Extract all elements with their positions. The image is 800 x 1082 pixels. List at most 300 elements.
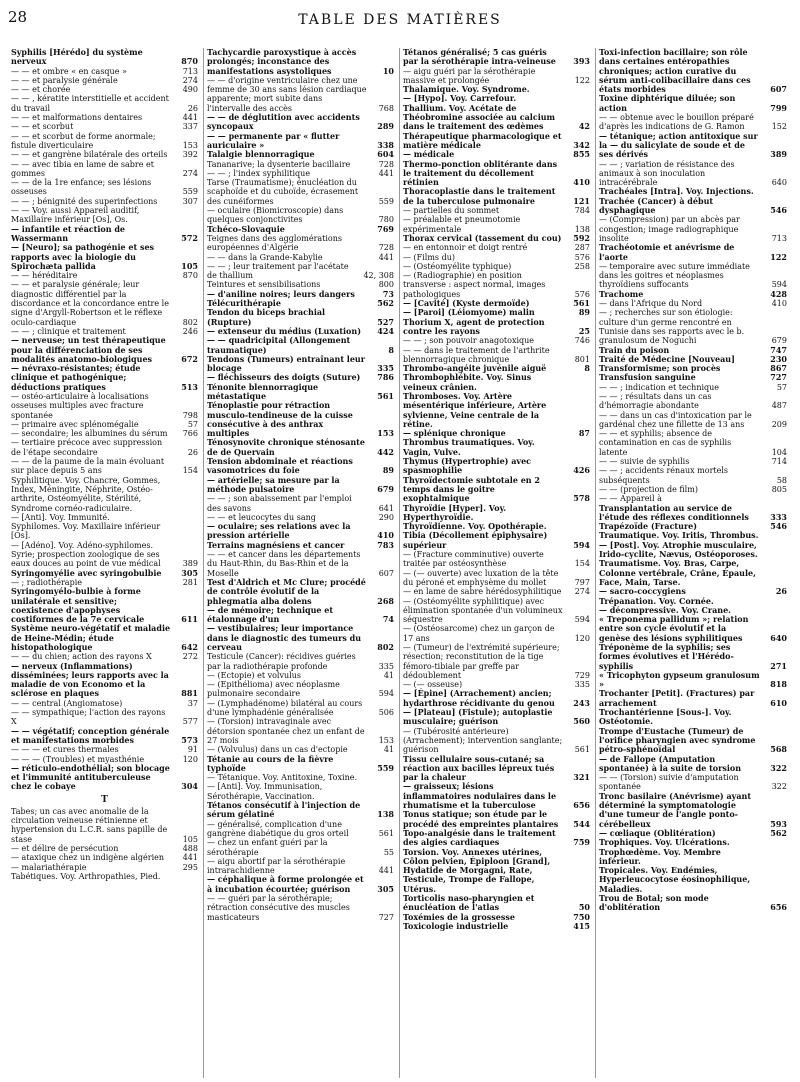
entry-page: 42	[578, 121, 590, 132]
entry-text: Trachome	[599, 288, 644, 299]
entry-page: 561	[378, 828, 394, 838]
index-entry	[207, 401, 394, 438]
entry-page: 87	[578, 428, 590, 439]
entry-page: 424	[377, 325, 394, 336]
entry-text: Syphilitique. Voy. Chancre, Gommes, Index, Méningite, Néphrite, Ostéo-arthrite, Ostéomyélite, Stérilité, Syndrome cornéo-radiculaire.	[11, 475, 161, 513]
entry-text: — [Paroi] (Léiomyome) malin	[403, 307, 535, 318]
entry-text: Traumatisme. Voy. Bras, Carpe, Colonne vertébrale, Crâne, Épaule, Face, Main, Tarse.	[599, 558, 756, 587]
entry-page: 410	[771, 299, 787, 309]
index-entry	[207, 652, 394, 671]
index-entry	[403, 132, 590, 151]
index-entry	[599, 411, 787, 430]
index-entry	[599, 262, 787, 290]
index-entry	[403, 755, 590, 783]
index-entry	[11, 764, 198, 792]
entry-page: 104	[771, 447, 787, 457]
entry-page: 55	[383, 847, 394, 857]
entry-text: — — ; son abaissement par l'emploi des savons	[207, 494, 352, 513]
entry-text: Tchéco-Slovaquie	[207, 223, 285, 234]
entry-text: Tissu cellulaire sous-cutané; sa réaction aux bacilles lépreux tués par la chaleur	[403, 753, 555, 783]
entry-text: — (Torsion) intravaginale avec détorsion spontanée chez un enfant de 27 mois	[207, 717, 365, 745]
entry-text: Trophœdème. Voy. Membre inférieur.	[599, 846, 721, 866]
entry-page: 271	[770, 660, 787, 671]
entry-page: 750	[573, 911, 590, 922]
entry-text: — fléchisseurs des doigts (Suture)	[207, 372, 361, 383]
index-entry	[403, 373, 590, 392]
entry-text: — secondaire; les albumines du sérum	[11, 429, 168, 439]
index-column-4	[596, 48, 792, 1078]
index-entry	[11, 420, 198, 429]
index-entry	[403, 782, 590, 810]
entry-text: — réticulo-endothélial; son blocage et l'immunité antituberculeuse chez le cobaye	[11, 762, 170, 792]
entry-text: — en entonnoir et doigt rentré	[403, 243, 528, 253]
entry-page: 562	[770, 827, 787, 838]
entry-page: 153	[378, 735, 394, 745]
entry-text: — temporaire avec suture immédiate dans les goitres et néoplasmes thyroïdiens suffocants	[599, 261, 750, 290]
index-entry	[207, 76, 394, 113]
index-entry	[599, 541, 787, 560]
entry-page: 410	[377, 530, 394, 541]
entry-text: Trachéales [Intra]. Voy. Injections.	[599, 186, 754, 197]
index-entry	[11, 160, 198, 179]
entry-page: 105	[181, 260, 198, 271]
index-entry	[11, 438, 198, 457]
entry-text: — — et paralysie générale; leur diagnostic différentiel par la discordance et la concordance entre le signe d'Argyll-Robertson et le réflexe oculo-cardiaque	[11, 280, 169, 327]
entry-page: 152	[771, 122, 787, 132]
entry-text: — — ; indication et technique	[599, 382, 720, 392]
entry-page: 338	[377, 139, 394, 150]
entry-text: — — permanente par « flutter auriculaire »	[207, 130, 340, 150]
entry-page: 728	[378, 243, 394, 253]
entry-page: 138	[574, 224, 590, 234]
index-entry	[11, 113, 198, 122]
index-entry	[207, 820, 394, 839]
entry-page: 577	[182, 717, 198, 727]
entry-page: 335	[377, 363, 394, 374]
entry-text: — — Appareil à	[599, 494, 662, 504]
index-column-2	[204, 48, 400, 1078]
entry-text: — — ; leur traitement par l'acétate de thallium	[207, 261, 349, 281]
entry-page: 274	[182, 75, 198, 85]
entry-text: Thromboses. Voy. Artère mésentérique inférieure, Artère sylvienne, Veine centrale de la rétine.	[403, 390, 547, 429]
entry-text: Test d'Aldrich et Mc Clure; procédé de contrôle évolutif de la phlegmatia alba dolens	[207, 576, 366, 606]
entry-page: 154	[574, 559, 590, 569]
entry-page: 607	[378, 568, 394, 578]
entry-page: 560	[573, 716, 590, 727]
entry-page: 305	[377, 883, 394, 894]
entry-page: 441	[378, 252, 394, 262]
entry-page: 153	[377, 428, 394, 439]
entry-text: Topo-analgésie dans le traitement des algies cardiaques	[403, 827, 556, 848]
entry-text: Thorax cervical (tassement du cou)	[403, 232, 562, 243]
entry-text: — — ; son pouvoir anagotoxique	[403, 336, 535, 346]
entry-page: 274	[182, 168, 198, 178]
entry-text: Tétanos consécutif à l'injection de sérum gélatiné	[207, 800, 361, 820]
entry-page: 679	[377, 483, 394, 494]
index-entry	[403, 727, 590, 755]
index-entry	[207, 755, 394, 774]
entry-page: 527	[377, 316, 394, 327]
entry-text: — dans l'Afrique du Nord	[599, 299, 703, 309]
entry-page: 281	[182, 577, 198, 587]
entry-page: 610	[770, 697, 787, 708]
entry-text: Thallium. Voy. Acétate de	[403, 102, 517, 113]
entry-text: — partielles du sommet	[403, 206, 500, 216]
index-entry	[207, 457, 394, 476]
entry-page: 562	[377, 298, 394, 309]
entry-text: — — dans un cas d'intoxication par le gardénal chez une fillette de 13 ans	[599, 410, 752, 429]
index-entry	[207, 113, 394, 132]
entry-page: 714	[771, 457, 787, 467]
entry-page: 121	[573, 195, 590, 206]
entry-text: — (Compression) par un abcès par congestion; image radiographique insolite	[599, 215, 740, 243]
index-entry	[207, 680, 394, 699]
entry-text: Thorium X, agent de protection contre les rayons	[403, 316, 545, 336]
entry-text: Trochantérienne [Sous-]. Voy. Ostéotomie.	[599, 707, 732, 727]
page-number: 28	[8, 8, 28, 26]
entry-text: Trou de Botal; son mode d'oblitération	[599, 893, 709, 913]
entry-page: 746	[574, 336, 590, 346]
index-entry	[599, 48, 787, 94]
index-entry	[11, 67, 198, 76]
entry-text: Transformisme; son procès	[599, 363, 721, 374]
entry-page: 759	[573, 837, 590, 848]
index-entry	[403, 206, 590, 215]
section-letter: T	[101, 794, 108, 805]
index-entry	[11, 569, 198, 578]
index-entry	[11, 122, 198, 131]
entry-text: — oculaire (Biomicroscopie) dans quelques conjonctivites	[207, 206, 344, 225]
entry-text: Traumatique. Voy. Iritis, Thrombus.	[599, 530, 759, 541]
entry-text: — [Hypo]. Voy. Carrefour.	[403, 93, 517, 104]
entry-text: — (Fracture comminutive) ouverte traitée par ostéosynthèse	[403, 550, 544, 569]
entry-text: Teintures et sensibilisations	[207, 280, 321, 290]
entry-text: Tronc basilaire (Anévrisme) ayant déterminé la symptomatologie d'une tumeur de l'angle ponto-cérébelleux	[599, 790, 752, 829]
entry-text: — [Neuro]; sa pathogénie et ses rapports avec la biologie du Spirochæta pallida	[11, 242, 155, 271]
entry-text: Tréponème de la syphilis; ses formes évolutives et l'Hérédo-syphilis	[599, 642, 734, 671]
entry-text: — artérielle; sa mesure par la méthode pulsatoire	[207, 474, 340, 494]
index-entry	[11, 863, 198, 872]
entry-text: — tertiaire précoce avec suppression de l'étape secondaire	[11, 438, 163, 457]
index-entry	[207, 48, 394, 76]
index-entry	[599, 485, 787, 494]
entry-text: « Treponema pallidum »; relation entre son cycle évolutif et la genèse des lésions syphilitiques	[599, 614, 749, 643]
entry-text: Thermo-ponction oblitérante dans le traitement du décollement rétinien	[403, 158, 558, 188]
entry-text: Trachéotomie et anévrisme de l'aorte	[599, 242, 735, 262]
entry-page: 26	[775, 586, 787, 597]
entry-page: 642	[181, 642, 198, 652]
index-entry	[11, 457, 198, 476]
entry-page: 568	[770, 744, 787, 755]
entry-page: 786	[377, 372, 394, 383]
index-entry	[599, 615, 787, 643]
entry-page: 122	[770, 251, 787, 262]
entry-text: Thérapeutique pharmacologique et matière médicale	[403, 130, 562, 150]
entry-page: 122	[574, 75, 590, 85]
index-columns	[8, 48, 792, 1078]
entry-page: 393	[573, 56, 590, 67]
entry-text: Tendon du biceps brachial (Rupture)	[207, 307, 326, 327]
index-entry	[207, 178, 394, 206]
entry-page: 818	[770, 679, 787, 690]
entry-text: — d'aniline noires; leurs dangers	[207, 288, 355, 299]
entry-page: 41	[383, 670, 394, 680]
entry-page: 656	[770, 902, 787, 913]
entry-text: — de mémoire; technique et étalonnage d'un	[207, 604, 334, 625]
entry-page: 37	[187, 698, 198, 708]
entry-page: 307	[182, 196, 198, 206]
entry-text: — — ; bénignité des superinfections	[11, 196, 158, 206]
entry-text: — — de déglutition avec accidents syncopaux	[207, 112, 360, 132]
entry-text: Testicule (Cancer): récidives guéries par la radiothérapie profonde	[207, 652, 356, 671]
entry-page: 120	[182, 754, 198, 764]
entry-text: — malariathérapie	[11, 862, 87, 872]
entry-page: 295	[182, 862, 198, 872]
entry-page: 784	[574, 206, 590, 216]
entry-page: 561	[573, 298, 590, 309]
entry-page: 58	[776, 475, 787, 485]
index-entry	[11, 225, 198, 244]
index-entry	[207, 541, 394, 550]
index-entry	[11, 550, 198, 569]
entry-page: 333	[770, 511, 787, 522]
entry-page: 389	[182, 559, 198, 569]
entry-text: — splénique chronique	[403, 428, 506, 439]
entry-text: — — et gangrène bilatérale des orteils	[11, 150, 168, 160]
entry-text: Terrains magnésiens et cancer	[207, 539, 345, 550]
index-entry	[11, 76, 198, 85]
index-entry	[599, 773, 787, 792]
entry-page: 747	[770, 344, 787, 355]
entry-page: 546	[770, 205, 787, 216]
index-entry	[207, 699, 394, 718]
index-entry	[599, 559, 787, 587]
entry-page: 272	[182, 652, 198, 662]
entry-text: Théobromine associée au calcium dans le traitement des œdèmes	[403, 112, 556, 132]
index-entry	[207, 160, 394, 169]
entry-text: — — ; résultats dans un cas d'hémorragie abondante	[599, 391, 712, 411]
index-entry	[599, 643, 787, 671]
entry-page: 392	[182, 150, 198, 160]
index-entry	[207, 438, 394, 457]
entry-page: 766	[182, 429, 198, 439]
entry-page: 679	[771, 336, 787, 346]
entry-page: 441	[182, 113, 198, 123]
index-entry	[403, 597, 590, 625]
entry-text: — névraxo-résistantes; étude clinique et pathogénique; déductions pratiques	[11, 363, 141, 392]
entry-text: Toxi-infection bacillaire; son rôle dans certaines entéropathies chroniques; action curative du sérum anti-colibacillaire dans ces états morbides	[599, 48, 751, 95]
entry-text: Tonus statique; son étude par le procédé des empreintes plantaires	[403, 809, 559, 829]
entry-text: — nerveux (Inflammations) disséminées; leurs rapports avec la maladie de von Economo et la sclérose en plaques	[11, 660, 169, 699]
entry-text: — — et leucocytes du sang	[207, 512, 316, 522]
entry-text: — nerveuse; un test thérapeutique pour la différenciation de ses modalités anatomo-biologiques	[11, 335, 166, 364]
entry-page: 594	[573, 539, 590, 550]
index-entry	[207, 169, 394, 178]
entry-text: Syringomyélo-bulbie à forme unilatérale et sensitive; coexistence d'apophyses costiformes de la 7e cervicale	[11, 586, 145, 625]
entry-page: 441	[378, 866, 394, 876]
entry-text: Thrombo-angéite juvénile aiguë	[403, 363, 547, 374]
entry-text: — vestibulaires; leur importance dans le diagnostic des tumeurs du cerveau	[207, 623, 362, 652]
index-entry	[599, 392, 787, 411]
entry-page: 727	[770, 372, 787, 383]
index-entry	[207, 522, 394, 541]
entry-text: Tibia (Décollement épiphysaire) supérieur	[403, 530, 548, 550]
entry-text: — (— ouverte) avec luxation de la tête du péroné et emphysème du mollet	[403, 568, 559, 587]
entry-page: 91	[187, 745, 198, 755]
index-entry	[599, 466, 787, 485]
index-entry	[207, 875, 394, 894]
index-entry	[599, 504, 787, 523]
index-entry	[599, 132, 787, 160]
entry-text: Thyroïdie [Hyper]. Voy. Hyperthyroïdie.	[403, 502, 507, 522]
index-entry	[403, 215, 590, 234]
entry-page: 594	[771, 280, 787, 290]
index-entry	[207, 253, 394, 262]
index-entry	[599, 373, 787, 382]
entry-page: 57	[776, 382, 787, 392]
entry-text: — en lame de sabre hérédosyphilitique	[403, 587, 562, 597]
index-entry	[207, 308, 394, 327]
entry-page: 289	[377, 121, 394, 132]
entry-text: Thyroïdienne. Voy. Opothérapie.	[403, 521, 547, 532]
index-column-3	[400, 48, 596, 1078]
entry-page: 154	[182, 466, 198, 476]
entry-text: — — et malformations dentaires	[11, 113, 143, 123]
entry-text: — aigu abortif par la sérothérapie intrarachidienne	[207, 856, 346, 876]
entry-text: — (Ostéomyélite typhique)	[403, 261, 512, 271]
index-entry	[11, 364, 198, 392]
index-entry	[11, 727, 198, 746]
entry-text: — décompressive. Voy. Crane.	[599, 604, 731, 615]
entry-text: Trophiques. Voy. Ulcérations.	[599, 837, 730, 848]
entry-page: 513	[181, 381, 198, 392]
index-entry	[207, 206, 394, 225]
index-entry	[403, 829, 590, 848]
entry-text: Ténonite blennorragique métastatique	[207, 381, 319, 401]
index-entry	[403, 271, 590, 299]
entry-text: — — central (Angiomatose)	[11, 698, 123, 708]
entry-text: — — ; variation de résistance des animaux à son inoculation intracérébrale	[599, 159, 735, 188]
index-entry	[11, 476, 198, 513]
entry-text: — — — (Troubles) et myasthénie	[11, 754, 145, 764]
entry-page: 442	[377, 446, 394, 457]
entry-text: « Tricophyton gypseum granulosum »	[599, 669, 760, 690]
index-entry	[599, 299, 787, 308]
entry-text: — sacro-coccygiens	[599, 586, 686, 597]
entry-page: 287	[574, 243, 590, 253]
entry-page: 290	[378, 512, 394, 522]
entry-text: — [Anti]. Voy. Immunisation, Sérothérapie, Vaccination.	[207, 782, 323, 801]
index-entry	[207, 494, 394, 513]
index-entry	[207, 801, 394, 820]
entry-page: 337	[182, 122, 198, 132]
index-entry	[11, 541, 198, 550]
entry-page: 268	[377, 595, 394, 606]
index-entry	[599, 671, 787, 690]
entry-text: — aigu guéri par la sérothérapie massive et prolongée	[403, 66, 536, 85]
index-entry	[11, 429, 198, 438]
entry-page: 488	[182, 843, 198, 853]
index-entry	[599, 160, 787, 188]
entry-page: 209	[771, 419, 787, 429]
entry-text: — (Ectopie) et volvulus	[207, 670, 301, 680]
index-entry	[403, 848, 590, 894]
entry-text: — — avec tibia en lame de sabre et gommes	[11, 159, 154, 178]
index-entry	[403, 243, 590, 252]
entry-page: 855	[573, 149, 590, 160]
entry-page: 230	[770, 353, 787, 364]
entry-page: 713	[182, 66, 198, 76]
index-entry	[207, 857, 394, 876]
entry-text: — — guéri par la sérothérapie; rétraction consécutive des muscles masticateurs	[207, 894, 350, 922]
entry-text: — — — et cures thermales	[11, 745, 119, 755]
entry-text: — (Tumeur) de l'extrémité supérieure; résection; reconstitution de la tige fémoro-tibiale par greffe par dédoublement	[403, 643, 560, 680]
entry-text: Tendons (Tumeurs) entraînant leur blocage	[207, 353, 365, 374]
entry-text: Syrie; prospection zoologique de ses eaux douces au point de vue médical	[11, 550, 161, 569]
index-entry	[403, 643, 590, 680]
entry-text: Thrombus traumatiques. Voy. Vagin, Vulve.	[403, 437, 535, 457]
entry-page: 506	[378, 708, 394, 718]
entry-text: — — d'origine ventriculaire chez une femme de 30 ans sans lésion cardiaque apparente; mort subite dans l'intervalle des accès	[207, 75, 367, 113]
entry-text: — — et paralysie générale	[11, 75, 118, 85]
entry-page: 26	[187, 103, 198, 113]
index-entry	[11, 271, 198, 280]
entry-page: 728	[378, 159, 394, 169]
entry-text: Toxicologie industrielle	[403, 920, 509, 931]
index-entry	[403, 318, 590, 337]
index-entry	[599, 215, 787, 243]
entry-page: 798	[182, 410, 198, 420]
index-entry	[207, 773, 394, 782]
entry-text: — — obtenue avec le bouillon préparé d'après les indications de G. Ramon	[599, 113, 754, 132]
entry-text: — (— osseuse)	[403, 680, 463, 690]
index-entry	[11, 807, 198, 844]
entry-text: — de Fallope (Amputation spontanée) à la suite de torsion	[599, 753, 742, 773]
index-entry	[11, 48, 198, 67]
index-entry	[599, 708, 787, 727]
entry-text: — (Tubérosité antérieure) (Arrachement); intervention sanglante; guérison	[403, 726, 563, 755]
index-entry	[11, 178, 198, 197]
entry-text: — — et chorée	[11, 85, 71, 95]
entry-page: 304	[181, 781, 198, 792]
index-entry	[11, 699, 198, 708]
entry-page: 640	[771, 178, 787, 188]
index-entry	[207, 476, 394, 495]
entry-text: Toxémies de la grossesse	[403, 911, 515, 922]
entry-text: Talalgie blennorragique	[207, 149, 315, 160]
entry-text: — (Ostéosarcome) chez un garçon de 17 ans	[403, 624, 555, 643]
entry-text: — graisseux; lésions inflammatoires nodulaires dans le rhumatisme et la tuberculose	[403, 781, 557, 811]
index-entry	[403, 253, 590, 262]
entry-page: 138	[377, 809, 394, 820]
entry-page: 572	[181, 232, 198, 243]
index-entry	[11, 206, 198, 225]
entry-text: Torticolis naso-pharyngien et énucléation de l'atlas	[403, 893, 535, 913]
entry-text: — ; recherches sur son étiologie: culture d'un germe rencontré en Tunisie dans ses rapports avec le b. granulosum de Noguchi	[599, 308, 745, 346]
entry-page: 41	[383, 745, 394, 755]
entry-text: Système neuro-végétatif et maladie de Heine-Médin; étude histopathologique	[11, 623, 171, 652]
index-entry	[11, 85, 198, 94]
entry-text: Syringomyélie avec syringobulbie	[11, 567, 162, 578]
entry-page: 274	[574, 587, 590, 597]
entry-text: — — dans le traitement de l'arthrite blennorragique chronique	[403, 345, 550, 364]
entry-text: — — dans la Grande-Kabylie	[207, 252, 323, 262]
entry-page: 573	[181, 734, 198, 745]
entry-page: 50	[578, 902, 590, 913]
entry-page: 153	[182, 140, 198, 150]
entry-text: — — de la paume de la main évoluant sur place depuis 5 ans	[11, 457, 165, 476]
entry-page: 410	[573, 177, 590, 188]
